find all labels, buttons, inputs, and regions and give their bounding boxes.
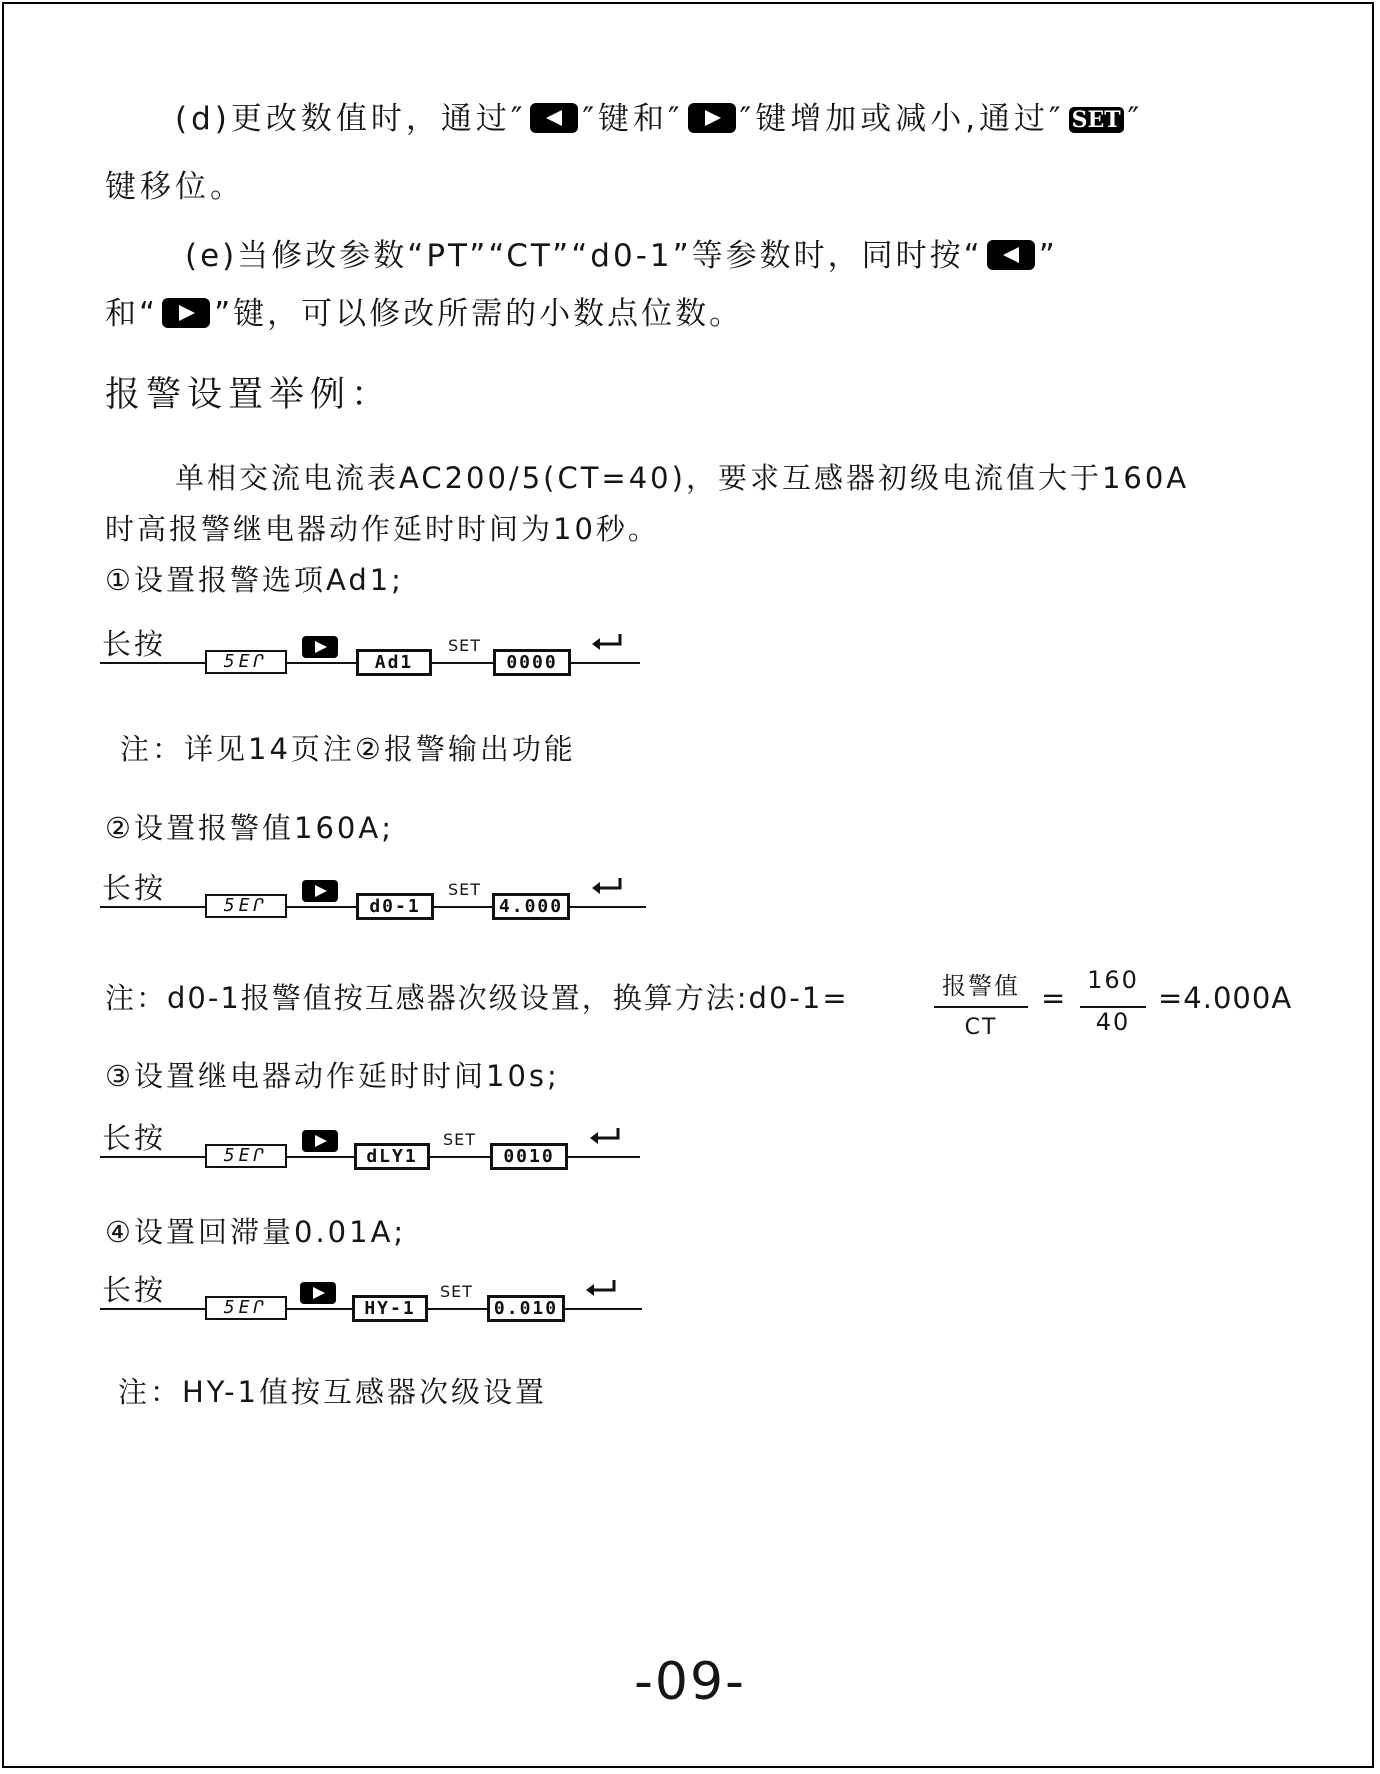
enter-arrow-icon xyxy=(590,876,626,900)
set-label: SET xyxy=(443,1130,477,1149)
note1: 注：详见14页注②报警输出功能 xyxy=(120,732,576,766)
instruction-e-text4: ”键，可以修改所需的小数点位数。 xyxy=(214,296,744,332)
right-arrow-key-icon xyxy=(300,1282,336,1304)
step3-sequence xyxy=(100,1116,660,1176)
lcd-value: 0010 xyxy=(490,1143,568,1170)
instruction-e-line2 xyxy=(105,298,743,330)
intro-line2: 时高报警继电器动作延时时间为10秒。 xyxy=(105,512,660,546)
long-press-label: 长按 xyxy=(102,627,167,661)
left-arrow-key-icon xyxy=(530,103,578,133)
lcd-value: 0000 xyxy=(493,649,571,676)
enter-arrow-icon xyxy=(590,632,626,656)
lcd-param-code: dLY1 xyxy=(354,1143,430,1170)
set-label: SET xyxy=(448,880,482,899)
right-arrow-key-icon xyxy=(302,1130,338,1152)
lcd-param-code: HY-1 xyxy=(352,1295,428,1322)
lcd-set-code: 5EՐ xyxy=(205,650,287,674)
instruction-e-text2: ” xyxy=(1038,238,1058,274)
note2-result: =4.000A xyxy=(1158,981,1293,1015)
lcd-param-code: Ad1 xyxy=(356,649,432,676)
lcd-value: 0.010 xyxy=(487,1295,565,1322)
set-label: SET xyxy=(448,636,482,655)
equals-sign: = xyxy=(1041,981,1069,1015)
step4-sequence xyxy=(100,1268,660,1328)
fraction-numerator: 报警值 xyxy=(942,972,1020,1000)
note2-prefix: 注：d0-1报警值按互感器次级设置，换算方法:d0-1= xyxy=(105,981,849,1015)
fraction-denominator: CT xyxy=(964,1015,998,1040)
right-arrow-key-icon xyxy=(302,636,338,658)
instruction-e-text1: (e)当修改参数“PT”“CT”“d0-1”等参数时，同时按“ xyxy=(185,238,983,274)
step3-title: ③设置继电器动作延时时间10s; xyxy=(105,1059,560,1093)
instruction-d-line1 xyxy=(175,103,1143,135)
fraction-denominator: 40 xyxy=(1095,1008,1131,1036)
fraction-160-over-40 xyxy=(1080,966,1146,1036)
instruction-d-text2: ″键和″ xyxy=(582,101,684,137)
set-label: SET xyxy=(440,1282,474,1301)
lcd-set-code: 5EՐ xyxy=(205,1296,287,1320)
instruction-d-text3: ″键增加或减小,通过″ xyxy=(739,101,1065,137)
enter-arrow-icon xyxy=(588,1126,624,1150)
page-number: -09- xyxy=(634,1652,746,1712)
step1-title: ①设置报警选项Ad1; xyxy=(105,563,404,597)
lcd-set-code: 5EՐ xyxy=(205,894,287,918)
section-title: 报警设置举例： xyxy=(105,375,393,415)
step2-title: ②设置报警值160A; xyxy=(105,811,394,845)
instruction-d-text1: (d)更改数值时，通过″ xyxy=(175,101,527,137)
fraction-bar xyxy=(934,1006,1028,1008)
lcd-param-code: d0-1 xyxy=(356,893,434,920)
step2-sequence xyxy=(100,866,660,926)
instruction-d-line2: 键移位。 xyxy=(105,169,245,205)
left-arrow-key-icon xyxy=(987,240,1035,270)
right-arrow-key-icon xyxy=(302,880,338,902)
fraction-alarm-over-ct xyxy=(934,966,1028,1040)
instruction-e-line1 xyxy=(185,240,1058,272)
enter-arrow-icon xyxy=(584,1278,620,1302)
fraction-bar xyxy=(1080,1006,1146,1008)
long-press-label: 长按 xyxy=(102,1121,167,1155)
step4-title: ④设置回滞量0.01A; xyxy=(105,1215,407,1249)
long-press-label: 长按 xyxy=(102,1273,167,1307)
note3: 注：HY-1值按互感器次级设置 xyxy=(118,1375,547,1409)
lcd-set-code: 5EՐ xyxy=(205,1144,287,1168)
set-key-icon: SET xyxy=(1069,107,1124,133)
instruction-e-text3: 和“ xyxy=(105,296,159,332)
right-arrow-key-icon xyxy=(162,298,210,328)
right-arrow-key-icon xyxy=(688,103,736,133)
step1-sequence xyxy=(100,622,660,682)
intro-line1: 单相交流电流表AC200/5(CT=40)，要求互感器初级电流值大于160A xyxy=(175,461,1190,495)
fraction-numerator: 160 xyxy=(1087,966,1139,994)
lcd-value: 4.000 xyxy=(492,893,570,920)
instruction-d-text4: ″ xyxy=(1127,101,1144,137)
long-press-label: 长按 xyxy=(102,871,167,905)
